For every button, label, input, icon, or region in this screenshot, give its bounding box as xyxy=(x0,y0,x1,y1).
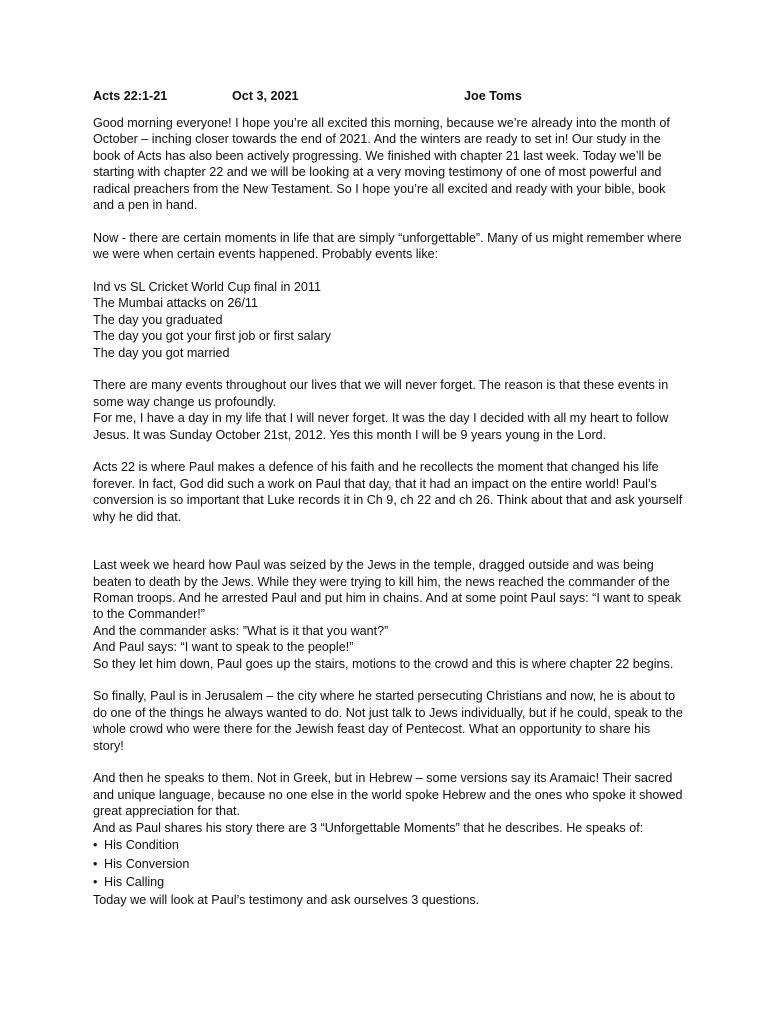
jerusalem-paragraph: So finally, Paul is in Jerusalem – the city where he started persecuting Christians and now, he is about to do one of the things he always wanted to do. Not just talk to Jews individually, but if he could, speak to the whole crowd who were there for the Jewish feast day of Pentecost. What an opportunity to share his story! xyxy=(93,689,683,753)
paragraph-line: And the commander asks: ”What is it that you want?” xyxy=(93,623,389,638)
bullet-icon: • xyxy=(93,837,98,852)
paragraph-line: For me, I have a day in my life that I will never forget. It was the day I decided with all my heart to follow Jesus. It was Sunday October 21st, 2012. Yes this month I will be 9 years young in the Lord. xyxy=(93,411,669,442)
list-item: The day you got your first job or first salary xyxy=(93,329,331,344)
paragraph-line: And then he speaks to them. Not in Greek, but in Hebrew – some versions say its Aramaic! Their sacred and unique language, because no one else in the world spoke Hebrew and the ones who spoke it showed great appreciation for that. xyxy=(93,771,683,819)
document-page xyxy=(93,88,683,925)
bullet-icon: • xyxy=(93,856,98,871)
last-week-paragraph xyxy=(93,557,683,672)
acts-22-paragraph: Acts 22 is where Paul makes a defence of his faith and he recollects the moment that changed his life forever. In fact, God did such a work on Paul that day, that it had an impact on the entire world! Paul’s conversion is so important that Luke records it in Ch 9, ch 22 and ch 26. Think about that and ask yourself why he did that. xyxy=(93,460,683,524)
list-item: The Mumbai attacks on 26/11 xyxy=(93,296,258,311)
list-item xyxy=(93,873,683,892)
document-header xyxy=(93,88,683,105)
scripture-reference: Acts 22:1-21 xyxy=(93,89,168,103)
author-name: Joe Toms xyxy=(464,89,522,103)
list-item xyxy=(93,836,683,855)
list-item-label: His Calling xyxy=(104,875,165,890)
list-item: The day you got married xyxy=(93,345,230,360)
paragraph-line: So they let him down, Paul goes up the stairs, motions to the crowd and this is where chapter 22 begins. xyxy=(93,656,674,671)
moments-list xyxy=(93,836,683,892)
list-item-label: His Condition xyxy=(104,837,179,852)
sermon-date: Oct 3, 2021 xyxy=(232,89,299,103)
paragraph-line: And Paul says: “I want to speak to the people!” xyxy=(93,640,354,655)
bullet-icon: • xyxy=(93,875,98,890)
closing-line: Today we will look at Paul’s testimony and ask ourselves 3 questions. xyxy=(93,892,480,907)
paragraph-line: There are many events throughout our lives that we will never forget. The reason is that these events in some way change us profoundly. xyxy=(93,378,669,409)
list-item-label: His Conversion xyxy=(104,856,190,871)
unforgettable-paragraph: Now - there are certain moments in life that are simply “unforgettable”. Many of us might remember where we were when certain events happened. Probably events like: xyxy=(93,230,682,262)
language-paragraph xyxy=(93,770,683,836)
paragraph-line: Last week we heard how Paul was seized by the Jews in the temple, dragged outside and was being beaten to death by the Jews. While they were trying to kill him, the news reached the commander of the Roman troops. And he arrested Paul and put him in chains. And at some point Paul says: “I want to speak to the Commander!” xyxy=(93,558,682,622)
paragraph-line: And as Paul shares his story there are 3 “Unforgettable Moments” that he describes. He speaks of: xyxy=(93,820,644,835)
events-list xyxy=(93,279,683,361)
list-item: The day you graduated xyxy=(93,312,223,327)
list-item xyxy=(93,855,683,874)
intro-paragraph: Good morning everyone! I hope you’re all excited this morning, because we’re already into the month of October – inching closer towards the end of 2021. And the winters are ready to set in! Our study in the book of Acts has also been actively progressing. We finished with chapter 21 last week. Today we’ll be starting with chapter 22 and we will be looking at a very moving testimony of one of most powerful and radical preachers from the New Testament. So I hope you’re all excited and ready with your bible, book and a pen in hand. xyxy=(93,116,670,213)
personal-testimony-paragraph xyxy=(93,377,683,443)
list-item: Ind vs SL Cricket World Cup final in 2011 xyxy=(93,280,321,295)
